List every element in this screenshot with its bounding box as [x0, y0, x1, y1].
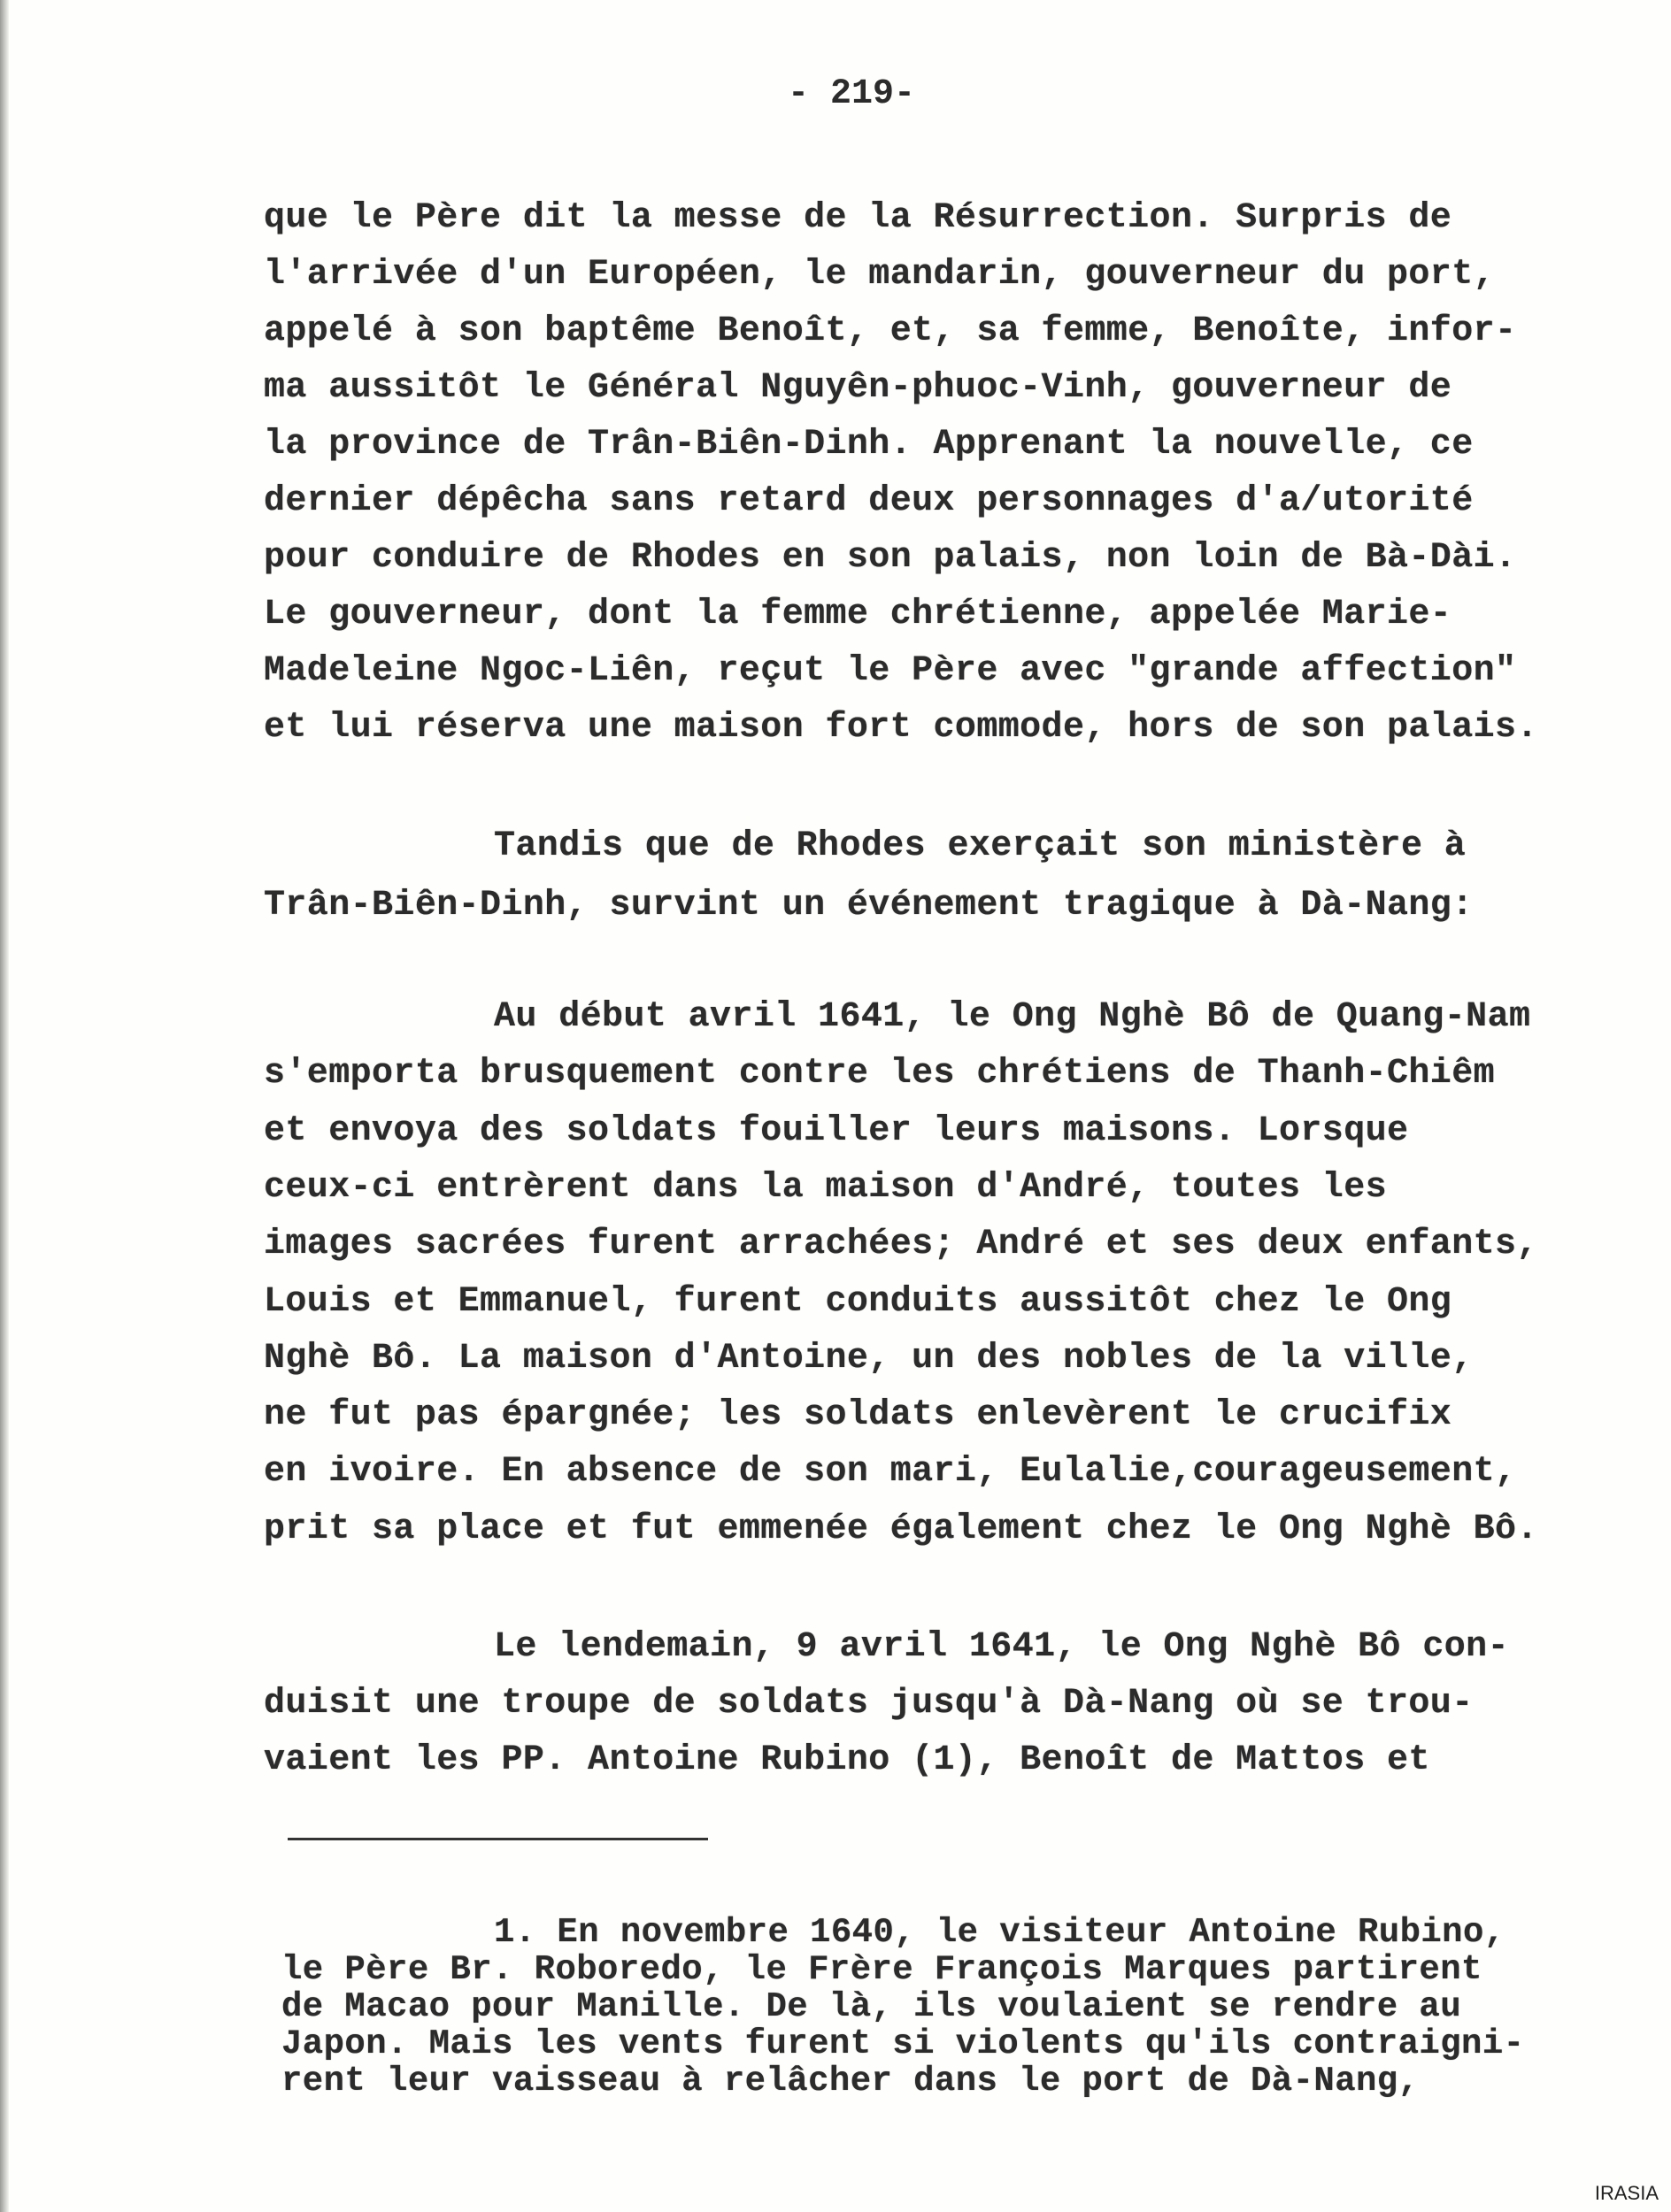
- text-line: Tandis que de Rhodes exerçait son ministère à: [494, 826, 1467, 866]
- text-line: ne fut pas épargnée; les soldats enlevèrent le crucifix: [264, 1395, 1452, 1436]
- text-line: vaient les PP. Antoine Rubino (1), Benoît de Mattos et: [264, 1740, 1430, 1780]
- text-line: Trân-Biên-Dinh, survint un événement tragique à Dà-Nang:: [264, 886, 1474, 926]
- footnote-line: 1. En novembre 1640, le visiteur Antoine Rubino,: [494, 1913, 1505, 1952]
- text-line: Nghè Bô. La maison d'Antoine, un des nobles de la ville,: [264, 1338, 1474, 1379]
- text-line: que le Père dit la messe de la Résurrection. Surpris de: [264, 198, 1452, 238]
- watermark: IRASIA: [1594, 2182, 1659, 2204]
- text-line: dernier dépêcha sans retard deux personnages d'a/utorité: [264, 481, 1474, 521]
- text-line: prit sa place et fut emmenée également chez le Ong Nghè Bô.: [264, 1509, 1538, 1549]
- text-line: images sacrées furent arrachées; André et ses deux enfants,: [264, 1225, 1538, 1265]
- footnote-line: le Père Br. Roboredo, le Frère François Marques partirent: [281, 1950, 1482, 1989]
- text-line: la province de Trân-Biên-Dinh. Apprenant la nouvelle, ce: [264, 425, 1474, 465]
- footnote-line: rent leur vaisseau à relâcher dans le port de Dà-Nang,: [281, 2062, 1420, 2101]
- text-line: ma aussitôt le Général Nguyên-phuoc-Vinh, gouverneur de: [264, 368, 1452, 408]
- page-number: - 219-: [788, 74, 916, 114]
- text-line: appelé à son baptême Benoît, et, sa femme, Benoîte, infor-: [264, 311, 1517, 351]
- text-line: et lui réserva une maison fort commode, hors de son palais.: [264, 708, 1538, 748]
- text-line: pour conduire de Rhodes en son palais, non loin de Bà-Dài.: [264, 538, 1517, 578]
- footnote-separator: [288, 1838, 708, 1840]
- text-line: Au début avril 1641, le Ong Nghè Bô de Quang-Nam: [494, 997, 1531, 1037]
- text-line: l'arrivée d'un Européen, le mandarin, gouverneur du port,: [264, 255, 1496, 295]
- text-line: Le lendemain, 9 avril 1641, le Ong Nghè Bô con-: [494, 1627, 1509, 1667]
- text-line: Le gouverneur, dont la femme chrétienne, appelée Marie-: [264, 595, 1452, 634]
- footnote-line: Japon. Mais les vents furent si violents qu'ils contraigni-: [281, 2024, 1525, 2063]
- text-line: Louis et Emmanuel, furent conduits aussitôt chez le Ong: [264, 1281, 1452, 1322]
- text-line: duisit une troupe de soldats jusqu'à Dà-Nang où se trou-: [264, 1684, 1474, 1724]
- scan-edge: [0, 0, 9, 2212]
- text-line: en ivoire. En absence de son mari, Eulalie,courageusement,: [264, 1452, 1517, 1493]
- text-line: s'emporta brusquement contre les chrétiens de Thanh-Chiêm: [264, 1054, 1496, 1094]
- text-line: et envoya des soldats fouiller leurs maisons. Lorsque: [264, 1110, 1409, 1151]
- text-line: Madeleine Ngoc-Liên, reçut le Père avec "grande affection": [264, 651, 1517, 691]
- footnote-line: de Macao pour Manille. De là, ils voulaient se rendre au: [281, 1987, 1462, 2026]
- text-line: ceux-ci entrèrent dans la maison d'André, toutes les: [264, 1167, 1388, 1208]
